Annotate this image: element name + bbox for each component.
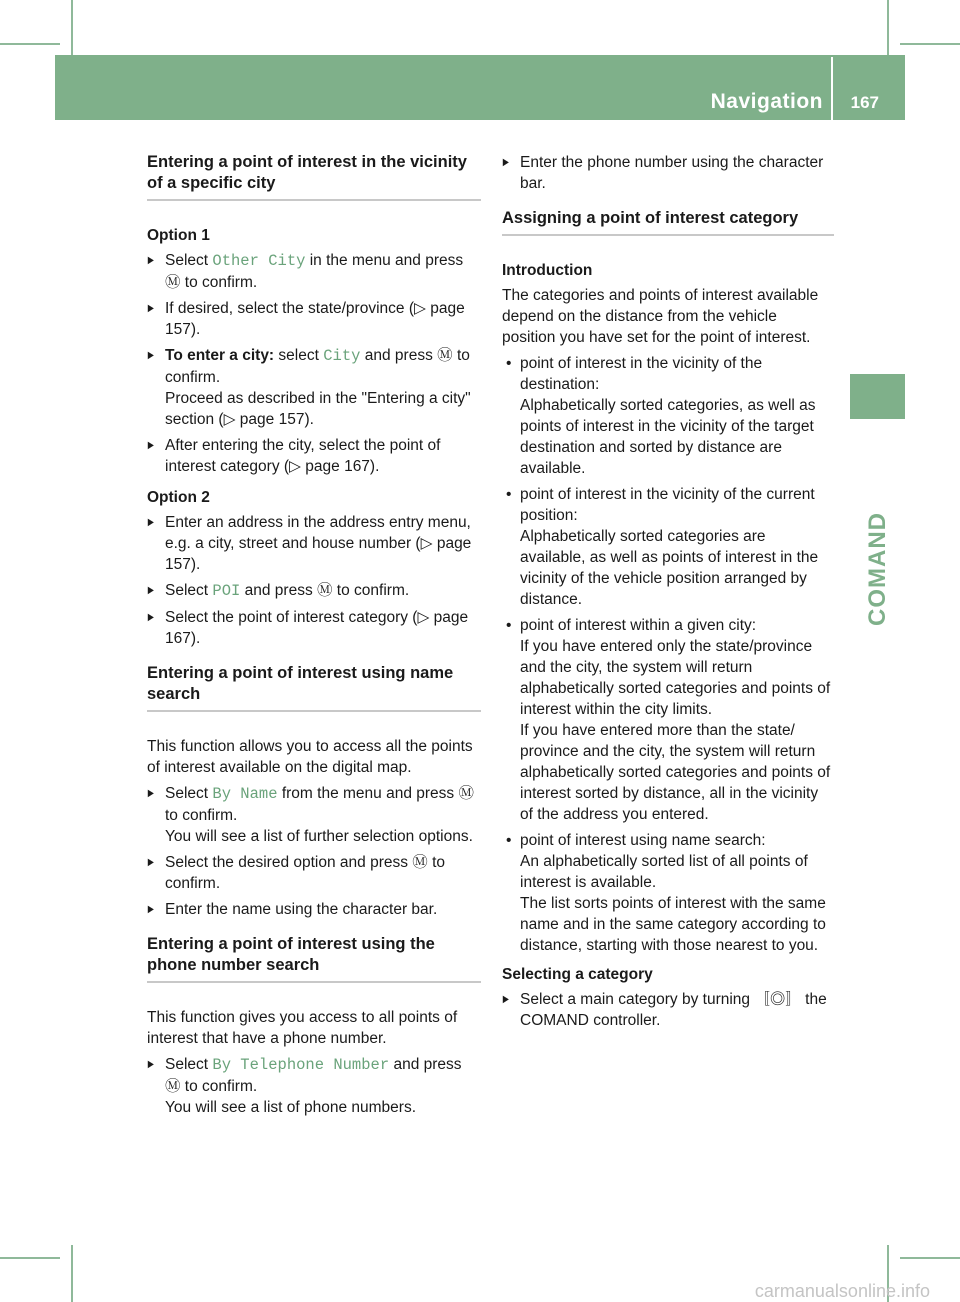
page-number: 167 [850, 93, 879, 112]
bullet-item [502, 830, 834, 956]
menu-item-label: By Name [212, 785, 278, 803]
watermark: carmanualsonline.info [754, 1281, 930, 1301]
paragraph: The categories and points of interest available depend on the distance from the vehicle position you have set for the point of interest. [502, 287, 819, 346]
header-divider [831, 57, 833, 120]
step: ▶ Select the point of interest category (▷ page 167). [147, 607, 481, 649]
menu-item-label: POI [212, 582, 241, 600]
left-column [147, 152, 481, 1123]
step-label: To enter a city: [165, 347, 275, 364]
step: ▶ Enter an address in the address entry menu, e.g. a city, street and house number (▷ page 157). [147, 512, 481, 575]
step-text: Select [165, 582, 209, 599]
step-text: Select [165, 785, 209, 802]
step [147, 580, 481, 602]
bullet-text: point of interest in the vicinity of the destination: [520, 355, 763, 393]
bullet-item [502, 353, 834, 479]
bullet-item [502, 615, 834, 825]
step-text: Select [165, 252, 209, 269]
crop-mark [0, 1257, 60, 1259]
page-header [55, 55, 905, 120]
menu-item-label: City [323, 347, 361, 365]
step-text: select [278, 347, 319, 364]
step: ▶ Enter the name using the character bar. [147, 899, 481, 920]
bullet-text: If you have entered only the state/province and the city, the system will return alphabetically sorted categories and points of interest within the city limits. [520, 638, 831, 718]
step-text: You will see a list of further selection options. [165, 828, 473, 845]
crop-mark [71, 0, 73, 60]
menu-item-label: By Telephone Number [212, 1056, 390, 1074]
step-text: from the menu and press Ⓜ to confirm. [165, 785, 474, 824]
step [147, 250, 481, 293]
heading-phone-search: Entering a point of interest using the phone number search [147, 934, 481, 983]
bullet-text: point of interest using name search: [520, 832, 766, 849]
crop-mark [900, 43, 960, 45]
right-column [502, 152, 834, 1036]
introduction-heading: Introduction [502, 262, 593, 279]
step: ▶ Select the desired option and press Ⓜ to confirm. [147, 852, 481, 894]
bullet-text: Alphabetically sorted categories are available, as well as points of interest in the vicinity of the vehicle position arranged by distance. [520, 528, 819, 608]
step-text: and press Ⓜ to confirm. [165, 347, 470, 386]
menu-item-label: Other City [212, 252, 306, 270]
paragraph: This function allows you to access all the points of interest available on the digital map. [147, 738, 473, 776]
step-text: in the menu and press Ⓜ to confirm. [165, 252, 464, 291]
option-2-heading: Option 2 [147, 489, 210, 506]
bullet-text: If you have entered more than the state/ province and the city, the system will return alphabetically sorted categories and points of interest sorted by distance, all in the vicinity of the address you entered. [520, 722, 831, 823]
chapter-label-text: COMAND [864, 512, 891, 626]
option-1-heading: Option 1 [147, 227, 210, 244]
step [147, 1054, 481, 1118]
crop-mark [887, 0, 889, 60]
step [147, 783, 481, 847]
heading-poi-city: Entering a point of interest in the vicinity of a specific city [147, 152, 481, 201]
step-text: and press Ⓜ to confirm. [165, 1056, 462, 1095]
crop-mark [900, 1257, 960, 1259]
bullet-text: The list sorts points of interest with the same name and in the same category according to distance, starting with those nearest to you. [520, 895, 826, 954]
paragraph: This function gives you access to all points of interest that have a phone number. [147, 1009, 458, 1047]
crop-mark [0, 43, 60, 45]
heading-assign-category: Assigning a point of interest category [502, 208, 834, 236]
crop-mark [71, 1245, 73, 1302]
step: ▶ If desired, select the state/province (▷ page 157). [147, 298, 481, 340]
bullet-text: point of interest within a given city: [520, 617, 757, 634]
bullet-text: Alphabetically sorted categories, as well as points of interest in the vicinity of the target destination and sorted by distance are available. [520, 397, 816, 477]
bullet-item [502, 484, 834, 610]
bullet-text: point of interest in the vicinity of the current position: [520, 486, 815, 524]
step-text: Select [165, 1056, 209, 1073]
selecting-category-heading: Selecting a category [502, 966, 653, 983]
chapter-tab [850, 374, 905, 419]
step-text: and press Ⓜ to confirm. [244, 582, 410, 599]
chapter-label [864, 426, 892, 626]
bullet-text: An alphabetically sorted list of all points of interest is available. [520, 853, 808, 891]
section-title: Navigation [710, 90, 823, 113]
step: ▶ Select a main category by turning 〚◎〛 the COMAND controller. [502, 989, 834, 1031]
step-text: Proceed as described in the "Entering a city" section (▷ page 157). [165, 390, 471, 428]
step [147, 345, 481, 430]
heading-name-search: Entering a point of interest using name search [147, 663, 481, 712]
step-text: You will see a list of phone numbers. [165, 1099, 417, 1116]
step: ▶ Enter the phone number using the character bar. [502, 152, 834, 194]
step: ▶ After entering the city, select the point of interest category (▷ page 167). [147, 435, 481, 477]
